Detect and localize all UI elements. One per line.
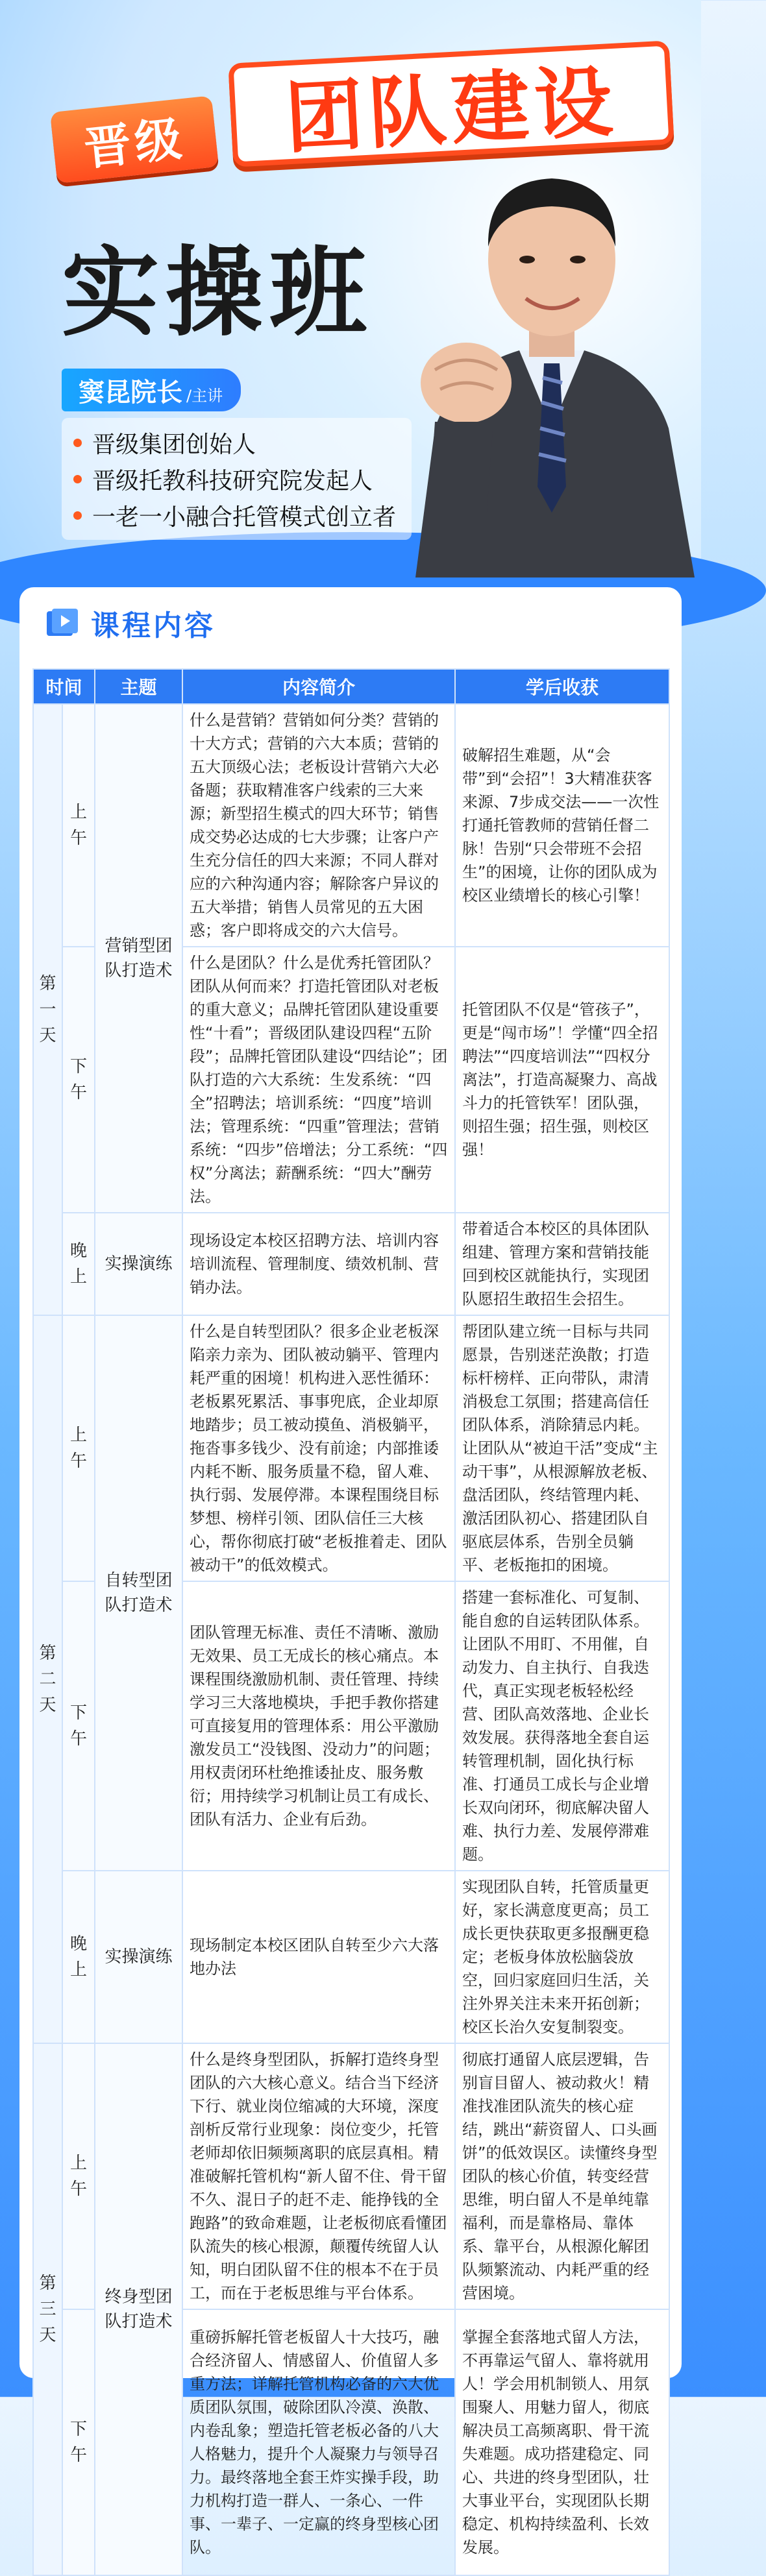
gain-cell: 彻底打通留人底层逻辑，告别盲目留人、被动救火！精准找准团队流失的核心症结，跳出“薪资留人、口头画饼”的低效误区。读懂终身型团队的核心价值，转变经营思维，明白留人不是单纯靠福利，而是靠格局、靠体系、靠平台，从根源化解团队频繁流动、内耗严重的经营困境。 xyxy=(455,2043,669,2309)
speaker-tag xyxy=(62,369,241,411)
time-label: 晚上 xyxy=(69,1241,87,1287)
table-row xyxy=(33,1871,669,2043)
bullet-dot-icon xyxy=(73,439,82,447)
time-label: 下午 xyxy=(69,2420,87,2465)
sub-title: 实操班 xyxy=(62,237,374,350)
credential-item xyxy=(73,461,396,497)
table-row xyxy=(33,1213,669,1315)
time-cell xyxy=(62,1213,95,1315)
table-row xyxy=(33,704,669,947)
content-cell: 什么是终身型团队，拆解打造终身型团队的六大核心意义。结合当下经济下行、就业岗位缩减的大环境，深度剖析反常行业现象：岗位变少，托管老师却依旧频频离职的底层真相。精准破解托管机构“新人留不住、骨干留不久、混日子的赶不走、能挣钱的全跑路”的致命难题，让老板彻底看懂团队流失的核心根源，颠覆传统留人认知，明白团队留不住的根本不在于员工，而在于老板思维与平台体系。 xyxy=(182,2043,455,2309)
content-cell: 团队管理无标准、责任不清晰、激励无效果、员工无成长的核心痛点。本课程围绕激励机制、责任管理、持续学习三大落地模块，手把手教你搭建可直接复用的管理体系：用公平激励激发员工“没钱图、没动力”的问题；用权责闭环杜绝推诿扯皮、服务敷衍；用持续学习机制让员工有成长、团队有活力、企业有后劲。 xyxy=(182,1581,455,1871)
gain-cell: 掌握全套落地式留人方法，不再靠运气留人、靠将就用人！学会用机制锁人、用氛围聚人、用魅力留人，彻底解决员工高频离职、骨干流失难题。成功搭建稳定、同心、共进的终身型团队，壮大事业平台，实现团队长期稳定、机构持续盈利、长效发展。 xyxy=(455,2309,669,2575)
time-cell xyxy=(62,1871,95,2043)
section-header xyxy=(19,587,682,659)
speaker-credentials xyxy=(62,418,412,540)
level-badge-text: 晋级 xyxy=(81,111,188,176)
credential-item xyxy=(73,497,396,533)
content-cell: 现场制定本校区团队自转至少六大落地办法 xyxy=(182,1871,455,2043)
time-label: 晚上 xyxy=(69,1934,87,1980)
time-cell xyxy=(62,1315,95,1581)
content-cell: 什么是自转型团队？很多企业老板深陷亲力亲为、团队被动躺平、管理内耗严重的困境！机构进入恶性循环：老板累死累活、事事兜底，企业却原地踏步；员工被动摸鱼、消极躺平，拖沓事多钱少、没有前途；内部推诿内耗不断、服务质量不稳，留人难、执行弱、发展停滞。本课程围绕目标梦想、榜样引领、团队信任三大核心，帮你彻底打破“老板推着走、团队被动干”的低效模式。 xyxy=(182,1315,455,1581)
topic-cell: 自转型团队打造术 xyxy=(95,1315,182,1871)
gain-cell: 搭建一套标准化、可复制、能自愈的自运转团队体系。让团队不用盯、不用催，自动发力、自主执行、自我迭代，真正实现老板轻松经营、团队高效落地、企业长效发展。获得落地全套自运转管理机制，固化执行标准、打通员工成长与企业增长双向闭环，彻底解决留人难、执行力差、发展停滞难题。 xyxy=(455,1581,669,1871)
day-cell xyxy=(33,1315,62,2043)
credential-item xyxy=(73,424,396,461)
gain-cell: 托管团队不仅是“管孩子”，更是“闯市场”！学懂“四全招聘法”“四度培训法”“四权分离法”，打造高凝聚力、高战斗力的托管铁军！团队强，则招生强；招生强，则校区强！ xyxy=(455,947,669,1213)
section-title: 课程内容 xyxy=(91,609,216,642)
time-cell xyxy=(62,2309,95,2575)
topic-cell: 实操演练 xyxy=(95,1213,182,1315)
course-table xyxy=(32,668,670,2576)
speaker-photo xyxy=(389,123,701,577)
time-label: 上午 xyxy=(69,2154,87,2199)
content-cell: 现场设定本校区招聘方法、培训内容培训流程、管理制度、绩效机制、营销办法。 xyxy=(182,1213,455,1315)
time-label: 下午 xyxy=(69,1057,87,1102)
content-cell: 什么是团队？什么是优秀托管团队？团队从何而来？打造托管团队对老板的重大意义；品牌托管团队建设重要性“十看”；晋级团队建设四程“五阶段”；品牌托管团队建设“四结论”；团队打造的六大系统：生发系统：“四全”招聘法；培训系统：“四度”培训法；管理系统：“四重”管理法；营销系统：“四步”倍增法；分工系统：“四权”分离法；薪酬系统：“四大”酬劳法。 xyxy=(182,947,455,1213)
main-title-box xyxy=(228,40,674,167)
time-label: 下午 xyxy=(69,1703,87,1749)
topic-cell: 营销型团队打造术 xyxy=(95,704,182,1213)
table-row xyxy=(33,1315,669,1581)
day-label: 第一天 xyxy=(39,974,56,1045)
bullet-dot-icon xyxy=(73,475,82,483)
day-label: 第三天 xyxy=(39,2274,56,2345)
table-header-row xyxy=(33,669,669,704)
table-row xyxy=(33,2043,669,2309)
speaker-role: /主讲 xyxy=(186,386,223,405)
gain-cell: 带着适合本校区的具体团队组建、管理方案和营销技能回到校区就能执行，实现团队愿招生敢招生会招生。 xyxy=(455,1213,669,1315)
time-cell xyxy=(62,1581,95,1871)
day-cell xyxy=(33,2043,62,2575)
gain-cell: 破解招生难题，从“会带”到“会招”！3大精准获客来源、7步成交法——一次性打通托管教师的营销任督二脉！告别“只会带班不会招生”的困境，让你的团队成为校区业绩增长的核心引擎！ xyxy=(455,704,669,947)
header-topic: 主题 xyxy=(95,669,182,704)
bullet-dot-icon xyxy=(73,511,82,520)
time-cell xyxy=(62,2043,95,2309)
hero-banner xyxy=(0,0,701,584)
play-book-icon xyxy=(45,607,79,638)
credential-text: 晋级集团创始人 xyxy=(92,431,256,458)
speaker-name: 窦昆院长 xyxy=(79,377,182,407)
time-cell xyxy=(62,704,95,947)
day-cell xyxy=(33,704,62,1315)
gain-cell: 帮团队建立统一目标与共同愿景，告别迷茫涣散；打造标杆榜样、正向带队，肃清消极怠工氛围；搭建高信任团队体系，消除猜忌内耗。让团队从“被迫干活”变成“主动干事”，从根源解放老板、盘活团队，终结管理内耗、激活团队初心、搭建团队自驱底层体系，告别全员躺平、老板拖扣的困境。 xyxy=(455,1315,669,1581)
credential-text: 晋级托教科技研究院发起人 xyxy=(92,467,373,494)
time-cell xyxy=(62,947,95,1213)
topic-cell: 终身型团队打造术 xyxy=(95,2043,182,2575)
main-title: 团队建设 xyxy=(283,56,620,165)
time-label: 上午 xyxy=(69,803,87,848)
content-cell: 什么是营销？营销如何分类？营销的十大方式；营销的六大本质；营销的五大顶级心法；老板设计营销六大必备题；获取精准客户线索的三大来源；新型招生模式的四大环节；销售成交势必达成的七大步骤；让客户产生充分信任的四大来源；不同人群对应的六种沟通内容；解除客户异议的五大举措；销售人员常见的五大困惑；客户即将成交的六大信号。 xyxy=(182,704,455,947)
gain-cell: 实现团队自转，托管质量更好，家长满意度更高；员工成长更快获取更多报酬更稳定；老板身体放松脑袋放空，回归家庭回归生活，关注外界关注未来开拓创新；校区长治久安复制裂变。 xyxy=(455,1871,669,2043)
course-content-card xyxy=(19,587,682,2557)
header-time: 时间 xyxy=(33,669,95,704)
header-content: 内容简介 xyxy=(182,669,455,704)
topic-cell: 实操演练 xyxy=(95,1871,182,2043)
header-gain: 学后收获 xyxy=(455,669,669,704)
day-label: 第二天 xyxy=(39,1644,56,1715)
time-label: 上午 xyxy=(69,1426,87,1471)
content-cell: 重磅拆解托管老板留人十大技巧，融合经济留人、情感留人、价值留人多重方法；详解托管机构必备的六大优质团队氛围，破除团队冷漠、涣散、内卷乱象；塑造托管老板必备的八大人格魅力，提升个人凝聚力与领导召力。最终落地全套王炸实操手段，助力机构打造一群人、一条心、一件事、一辈子、一定赢的终身型核心团队。 xyxy=(182,2309,455,2575)
credential-text: 一老一小融合托管模式创立者 xyxy=(92,504,397,531)
